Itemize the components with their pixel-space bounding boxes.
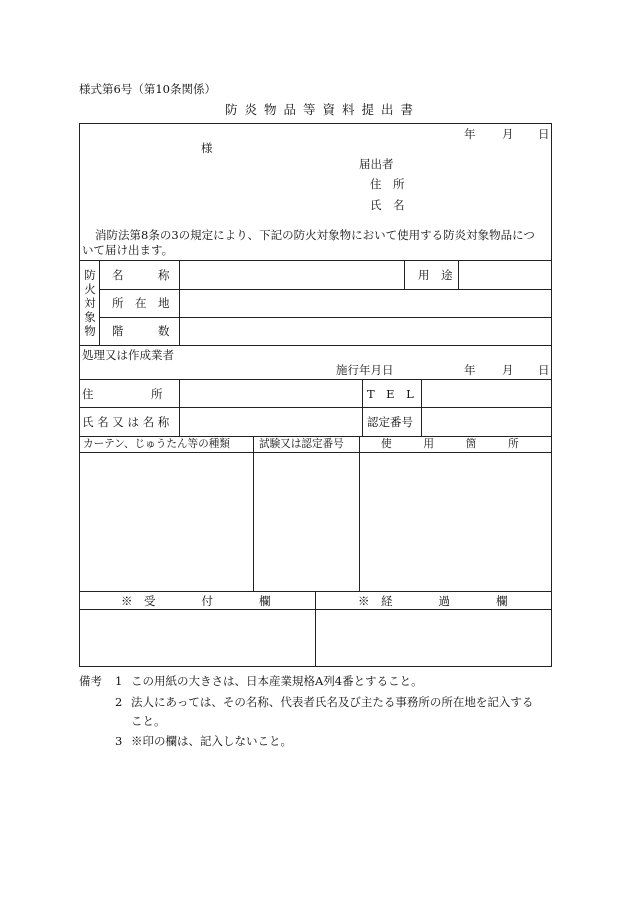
- use-label: 用 途: [418, 268, 453, 282]
- submitter-name-label: 氏 名: [370, 198, 405, 212]
- note-number: 3: [115, 734, 123, 748]
- progress-label: ※ 経 過 欄: [358, 594, 508, 608]
- proc-name-label: 氏 名 又 は 名 称: [82, 415, 170, 429]
- col-place-header: 使 用 箇 所: [381, 438, 519, 450]
- object-char: 対: [84, 296, 96, 310]
- note-text: この用紙の大きさは、日本産業規格A列4番とすること。: [131, 674, 423, 688]
- statement-line-2: いて届け出ます。: [82, 243, 174, 257]
- page-title: 防炎物品等資料提出書: [225, 102, 421, 117]
- col-test-header: 試験又は認定番号: [259, 438, 344, 450]
- exec-month: 月: [502, 363, 514, 377]
- date-month: 月: [502, 127, 514, 141]
- form-number: 様式第6号（第10条関係）: [79, 82, 216, 96]
- note-number: 1: [115, 674, 123, 688]
- processor-label: 処理又は作成業者: [82, 348, 174, 362]
- object-char: 火: [84, 282, 96, 296]
- object-name-label: 名 称: [112, 268, 170, 282]
- floors-label: 階 数: [112, 324, 170, 338]
- submitter-label: 届出者: [359, 157, 394, 171]
- tel-label: T E L: [367, 387, 414, 401]
- note-text: こと。: [131, 714, 166, 728]
- statement-line-1: 消防法第8条の3の規定により、下記の防火対象物において使用する防炎対象物品につ: [95, 228, 535, 242]
- note-text: 法人にあっては、その名称、代表者氏名及び主たる事務所の所在地を記入する: [131, 695, 534, 709]
- note-number: 2: [115, 695, 123, 709]
- exec-day: 日: [538, 363, 550, 377]
- date-day: 日: [538, 127, 550, 141]
- date-year: 年: [464, 127, 476, 141]
- reception-label: ※ 受 付 欄: [121, 594, 271, 608]
- note-text: ※印の欄は、記入しないこと。: [131, 734, 292, 748]
- notes-label: 備考: [79, 674, 102, 688]
- location-label: 所 在 地: [112, 296, 170, 310]
- addressee-suffix: 様: [201, 141, 213, 155]
- object-char: 象: [84, 310, 96, 324]
- object-char: 防: [84, 268, 96, 282]
- object-char: 物: [84, 324, 96, 338]
- exec-date-label: 施行年月日: [336, 363, 394, 377]
- col-type-header: カーテン、じゅうたん等の種類: [83, 438, 230, 450]
- submitter-address-label: 住 所: [370, 177, 405, 191]
- proc-address-label: 住 所: [82, 387, 163, 401]
- exec-year: 年: [464, 363, 476, 377]
- cert-no-label: 認定番号: [367, 415, 413, 429]
